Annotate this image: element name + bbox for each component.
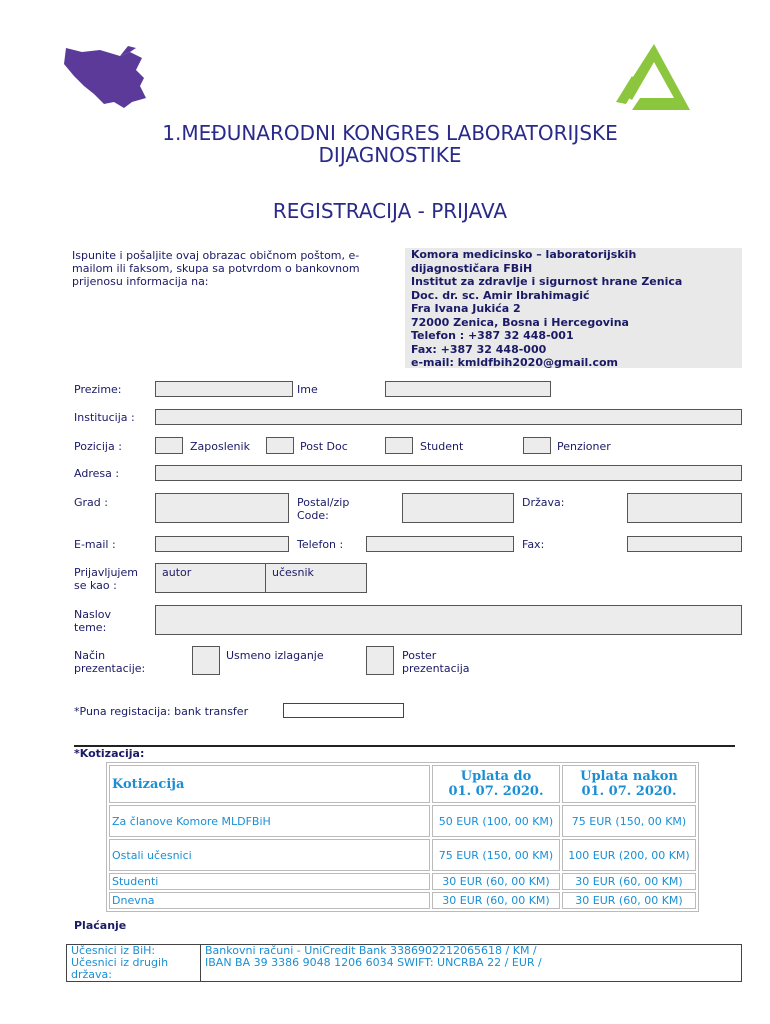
naslov-label: Naslov teme: xyxy=(74,608,111,634)
student-label: Student xyxy=(420,440,464,453)
contact-line: Komora medicinsko – laboratorijskih xyxy=(411,248,637,261)
telefon-input[interactable] xyxy=(366,536,514,552)
kotizacija-col-header: Kotizacija xyxy=(109,765,430,803)
student-checkbox[interactable] xyxy=(385,437,413,454)
grad-label: Grad : xyxy=(74,496,108,509)
table-row: Učesnici iz BiH: Učesnici iz drugih država: Bankovni računi - UniCredit Bank 3386902212065618 / KM / IBAN BA 39 3386 9048 1206 6034 SWIFT: UNCRBA 22 / EUR / xyxy=(67,945,742,982)
contact-line: Telefon : +387 32 448-001 xyxy=(411,329,574,342)
table-row: Dnevna 30 EUR (60, 00 KM) 30 EUR (60, 00 KM) xyxy=(109,892,696,909)
kotizacija-heading: *Kotizacija: xyxy=(74,747,145,760)
contact-line: dijagnostičara FBiH xyxy=(411,261,533,275)
drzava-input[interactable] xyxy=(627,493,742,523)
contact-line: 72000 Zenica, Bosna i Hercegovina xyxy=(411,315,629,329)
post-doc-label: Post Doc xyxy=(300,440,348,453)
conference-title: 1.MEĐUNARODNI KONGRES LABORATORIJSKE DIJAGNOSTIKE xyxy=(162,121,618,167)
kotizacija-table xyxy=(106,762,699,912)
nacin-label: Način prezentacije: xyxy=(74,649,146,675)
table-row: Ostali učesnici 75 EUR (150, 00 KM) 100 EUR (200, 00 KM) xyxy=(109,839,696,871)
fax-label: Fax: xyxy=(522,538,545,551)
contact-line: Fax: +387 32 448-000 xyxy=(411,342,547,356)
pozicija-label: Pozicija : xyxy=(74,440,122,453)
zaposlenik-checkbox[interactable] xyxy=(155,437,183,454)
contact-line: Doc. dr. sc. Amir Ibrahimagić xyxy=(411,288,590,302)
ime-input[interactable] xyxy=(385,381,551,397)
placanje-table xyxy=(66,944,742,982)
contact-line: e-mail: kmldfbih2020@gmail.com xyxy=(411,356,618,369)
contact-info-box xyxy=(405,248,742,368)
ucesnik-option[interactable]: učesnik xyxy=(265,563,367,593)
adresa-label: Adresa : xyxy=(74,467,120,480)
prijavljujem-label: Prijavljujem se kao : xyxy=(74,566,138,592)
prezime-input[interactable] xyxy=(155,381,293,397)
institucija-input[interactable] xyxy=(155,409,742,425)
placanje-heading: Plaćanje xyxy=(74,919,127,932)
uplata-do-header: Uplata do 01. 07. 2020. xyxy=(432,765,560,803)
poster-label: Poster prezentacija xyxy=(402,649,470,675)
autor-option[interactable]: autor xyxy=(155,563,266,593)
institucija-label: Institucija : xyxy=(74,411,135,424)
contact-line: Fra Ivana Jukića 2 xyxy=(411,302,521,315)
puna-registracija-label: *Puna registacija: bank transfer xyxy=(74,705,249,718)
penzioner-checkbox[interactable] xyxy=(523,437,551,454)
intro-text: Ispunite i pošaljite ovaj obrazac običnom poštom, e-mailom ili faksom, skupa sa potvrdom o bankovnom prijenosu informacija na: xyxy=(72,249,360,288)
ime-label: Ime xyxy=(297,383,318,396)
table-header-row xyxy=(109,765,696,803)
table-row: Studenti 30 EUR (60, 00 KM) 30 EUR (60, 00 KM) xyxy=(109,873,696,890)
email-input[interactable] xyxy=(155,536,289,552)
telefon-label: Telefon : xyxy=(297,538,344,551)
postal-input[interactable] xyxy=(402,493,514,523)
fax-input[interactable] xyxy=(627,536,742,552)
usmeno-checkbox[interactable] xyxy=(192,646,220,675)
prezime-label: Prezime: xyxy=(74,383,122,396)
drzava-label: Država: xyxy=(522,496,565,509)
table-row: Za članove Komore MLDFBiH 50 EUR (100, 00 KM) 75 EUR (150, 00 KM) xyxy=(109,805,696,837)
triangle-logo xyxy=(612,42,692,114)
postal-label: Postal/zip Code: xyxy=(297,496,350,522)
uplata-nakon-header: Uplata nakon 01. 07. 2020. xyxy=(562,765,696,803)
post-doc-checkbox[interactable] xyxy=(266,437,294,454)
adresa-input[interactable] xyxy=(155,465,742,481)
poster-checkbox[interactable] xyxy=(366,646,394,675)
divider xyxy=(74,745,735,747)
penzioner-label: Penzioner xyxy=(557,440,611,453)
grad-input[interactable] xyxy=(155,493,289,523)
email-label: E-mail : xyxy=(74,538,116,551)
usmeno-label: Usmeno izlaganje xyxy=(226,649,324,662)
naslov-input[interactable] xyxy=(155,605,742,635)
bih-map-logo xyxy=(60,42,160,112)
puna-registracija-input[interactable] xyxy=(283,703,404,718)
contact-line: Institut za zdravlje i sigurnost hrane Zenica xyxy=(411,275,683,288)
form-title: REGISTRACIJA - PRIJAVA xyxy=(272,199,508,223)
zaposlenik-label: Zaposlenik xyxy=(190,440,250,453)
